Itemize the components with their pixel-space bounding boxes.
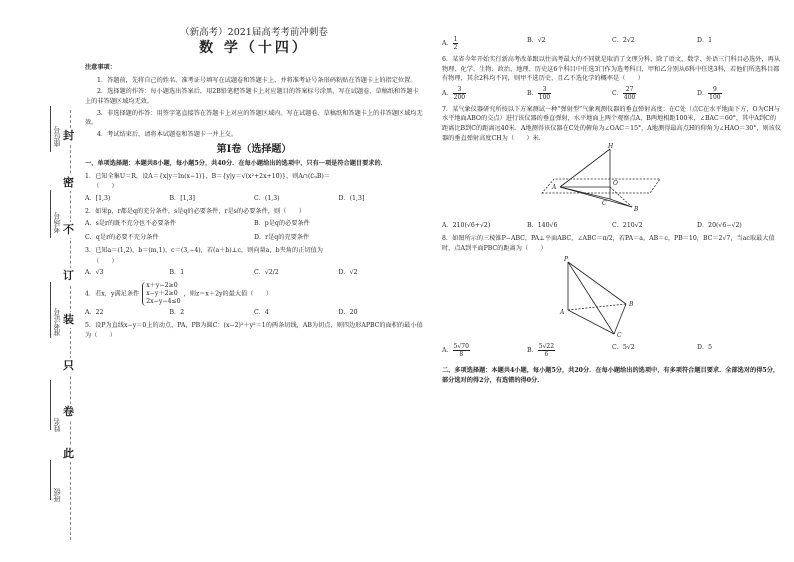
option-letter: C．: [612, 344, 623, 352]
field-underline: [50, 380, 51, 430]
answer-blank: （ ）: [93, 257, 118, 265]
option-b: B．p是q的必要条件: [254, 219, 310, 227]
fraction: [453, 36, 459, 51]
option-letter: B．: [527, 347, 538, 355]
option-c: [612, 343, 697, 358]
question-text: 5．设P为直线x−y＝0上的动点，PA，PB为圆C：(x−2)²＋y²＝1的两条切线，AB为切点，则四边形APBC的面积的最小值为（ ）: [85, 322, 423, 340]
option-b: B．[1,3]: [169, 194, 195, 202]
field-underline: [50, 460, 51, 500]
option-letter: B．: [527, 89, 538, 97]
fraction: [453, 343, 470, 358]
section2-heading: 二、多项选择题：本题共4小题，每小题5分，共20分．在每小题给出的选项中，有多项符合题目要求．全部选对的得5分，部分选对的得2分，有选错的得0分．: [442, 367, 780, 384]
question-2: [85, 207, 423, 242]
option-value: √2: [537, 37, 546, 44]
question-text: 1．已知全集U＝R，设A＝{x|y＝ln(x−1)}，B＝{y|y＝√(x²+2x+10)}，则A∩(∁ᵤB)＝: [85, 172, 330, 180]
denominator: 200: [453, 93, 466, 101]
option-c: C．√2/2: [254, 269, 279, 277]
numerator: 3: [538, 86, 551, 94]
denominator: 100: [538, 93, 551, 101]
option-c: [612, 86, 697, 101]
constraint-system: [142, 282, 180, 306]
option-d: D．(1,3]: [338, 194, 365, 202]
numerator: 27: [623, 86, 636, 94]
edge-ab: [568, 304, 626, 310]
label-a: A: [552, 184, 557, 192]
numerator: 5√22: [538, 343, 555, 351]
option-a: [442, 86, 527, 101]
option-c: [612, 36, 697, 51]
option-b: [527, 36, 612, 51]
line-cb: [610, 199, 632, 207]
question-text: 2．如果p，r都是q的充分条件，s是q的必要条件，r是s的必要条件，则（ ）: [85, 208, 305, 216]
option-letter: D．: [697, 89, 709, 97]
part1-title: 第Ⅰ卷（选择题）: [216, 144, 292, 156]
question-lead: 4．若x，y满足条件: [85, 290, 140, 298]
exam-series-title: （新高考）2021届高考考前冲刺卷: [180, 27, 328, 38]
option-c: C．(1,3): [254, 194, 280, 202]
fraction: [538, 86, 551, 101]
constraint: x＋y−2≥0: [146, 281, 178, 289]
notice-item: 2．选择题的作答：每小题选出答案后，用2B铅笔把答题卡上对应题目的答案标号涂黑，写在试题卷、草稿纸和答题卡上的非答题区域均无效。: [85, 88, 419, 105]
edge-ac: [568, 310, 614, 334]
constraint: x−y＋2≥0: [146, 289, 178, 297]
label-p: P: [564, 255, 569, 263]
option-a: [442, 343, 527, 358]
option-a: A．[1,3): [85, 194, 111, 202]
label-b: B: [634, 206, 639, 214]
seal-char: 装: [63, 313, 74, 326]
denominator: 6: [544, 351, 549, 359]
option-letter: C．: [612, 89, 623, 97]
question-8: [442, 234, 782, 358]
edge-bc: [614, 304, 626, 334]
left-column: [85, 28, 423, 341]
option-letter: D．: [697, 344, 709, 352]
notice-item: 1．答题前，先将自己的姓名、准考证号填写在试题卷和答题卡上，并将准考证号条形码粘贴在答题卡上的指定位置。: [97, 76, 417, 84]
option-b: B．1: [169, 269, 185, 277]
notice-item: 3．非选择题的作答：用签字笔直接答在答题卡上对应的答题区域内。写在试题卷、草稿纸和答题卡上的非答题区域均无效。: [85, 109, 423, 127]
option-value: 5: [708, 344, 713, 352]
exam-room-field: 考场号: [53, 212, 61, 233]
option-letter: A．: [442, 89, 453, 97]
question-tail: ，则z＝x＋2y的最大值（ ）: [183, 290, 273, 298]
question-4: [85, 282, 423, 318]
question-3: [85, 246, 423, 278]
question-text: 6．某省今年开始实行新高考改革跟以往高考最大的不同就是取消了文理分科，除了语文、数学、外语三门科目必选外，再从物理、化学、生物、政治、地理、历史这6个科目中任选3门作为选考科目，甲和乙分别从6科中任选3科，若他们所选科目都有物理，其余2科均不同，则甲不选历史，且乙不选化学的概率是（ ）: [442, 56, 781, 83]
option-a: [442, 36, 527, 51]
seal-char: 此: [63, 447, 74, 460]
option-d: D．r是q的充要条件: [254, 233, 310, 241]
notice-block: [85, 63, 423, 139]
numerator: 5√70: [453, 343, 469, 351]
seal-char: 卷: [63, 405, 74, 418]
right-column: [442, 34, 782, 387]
exam-subject-title: 数 学（十四）: [199, 39, 309, 56]
label-o: O: [613, 180, 618, 188]
option-b: [527, 86, 612, 101]
option-d: D．20: [338, 308, 358, 316]
question-5-options: [442, 36, 782, 51]
question-text: 7．某气象仪器研究所按以下方案测试一种“弹射型”气象观测仪器的垂直弹射高度：在C处（点C在水平地面下方，O为CH与水平地面ABO的交点）进行该仪器的垂直弹射，水平地面上两个观察点A，B两地相距100米，∠BAC＝60°，其中A到C的距离比B到C的距离远40米．A地测得该仪器在C处的俯角为∠OAC＝15°，A地测得最高点H的仰角为∠HAO＝30°，则该仪器的垂直弹射高度CH为（ ）米．: [442, 105, 782, 142]
option-b: [527, 343, 612, 358]
class-field: 班级: [53, 488, 61, 502]
option-value: 1: [708, 37, 713, 44]
edge-pc: [568, 262, 614, 334]
option-d: [697, 343, 782, 358]
fraction: [453, 86, 466, 101]
option-d: D．20(√6−√2): [697, 221, 742, 229]
option-letter: B．: [527, 37, 538, 44]
admission-number-field: 准考证号: [53, 308, 61, 336]
option-b: B．140√6: [527, 221, 558, 229]
denominator: 400: [623, 93, 636, 101]
question-5: [85, 321, 423, 340]
option-c: C．4: [254, 308, 269, 316]
option-c: C．210√2: [612, 221, 643, 229]
option-a: A．210(√6+√2): [442, 221, 491, 229]
name-field: 姓名: [53, 418, 61, 432]
edge-pb: [568, 262, 626, 304]
field-underline: [50, 106, 51, 152]
option-d: [697, 86, 782, 101]
question-7-figure: [442, 143, 782, 215]
line-ah: [560, 149, 610, 187]
question-8-figure: [442, 254, 782, 338]
constraint: 2x−y−4≤0: [146, 297, 181, 305]
seal-char: 封: [63, 129, 74, 142]
question-7: [442, 105, 782, 231]
label-h: H: [608, 143, 614, 151]
notice-item: 4．考试结束后，请将本试题卷和答题卡一并上交。: [97, 130, 238, 138]
option-b: B．2: [169, 308, 185, 316]
ground-plane: [542, 179, 660, 193]
notice-heading: 注意事项：: [85, 64, 116, 72]
numerator: 9: [708, 86, 721, 94]
seal-char: 不: [63, 223, 74, 236]
seat-number-field: 座位号: [53, 126, 61, 147]
section1-heading: 一、单项选择题：本题共8小题，每小题5分，共40分．在每小题给出的选项中，只有一项是符合题目要求的．: [85, 159, 387, 167]
denominator: 2: [453, 44, 458, 51]
option-letter: A．: [442, 40, 453, 47]
option-c: C．q是r的必要不充分条件: [85, 233, 159, 241]
denominator: 8: [459, 351, 464, 359]
option-d: [697, 36, 782, 51]
option-letter: D．: [697, 37, 709, 44]
label-b: B: [629, 300, 634, 308]
question-text: 3．已知a＝(1,2)，b＝(m,1)，c＝(3,−4)，若(a＋b)⊥c，则向量a，b夹角的正切值为: [85, 247, 323, 255]
binding-margin: [0, 0, 92, 562]
option-a: A．22: [85, 308, 104, 316]
option-a: A．s是r的既不充分也不必要条件: [85, 219, 177, 227]
option-letter: A．: [442, 347, 453, 355]
numerator: 3: [453, 86, 466, 94]
label-c: C: [602, 200, 607, 208]
field-underline: [50, 190, 51, 238]
label-a: A: [560, 308, 565, 316]
question-text: 8．如图所示的三棱锥P−ABC，PA⊥平面ABC，∠ABC＝π/2，若PA＝a，AB＝c，PB＝10，BC＝2√7，当ac取最大值时，点A到平面PBC的距离为（ ）: [442, 235, 775, 252]
numerator: 1: [453, 36, 458, 43]
question-text: [85, 282, 423, 306]
option-value: 5√2: [622, 344, 635, 352]
option-value: 2√2: [622, 37, 635, 44]
field-underline: [50, 282, 51, 338]
seal-char: 订: [63, 269, 74, 282]
option-d: D．√2: [338, 269, 358, 277]
fraction: [538, 343, 555, 358]
label-c: C: [617, 331, 622, 338]
seal-char: 只: [63, 359, 74, 372]
answer-blank: （ ）: [93, 183, 118, 191]
option-a: A．√3: [85, 269, 104, 277]
fraction: [708, 86, 721, 101]
question-1: [85, 172, 423, 204]
option-letter: C．: [612, 37, 623, 44]
seal-char: 密: [63, 176, 74, 189]
fraction: [623, 86, 636, 101]
denominator: 100: [709, 93, 721, 101]
question-6: [442, 55, 782, 101]
